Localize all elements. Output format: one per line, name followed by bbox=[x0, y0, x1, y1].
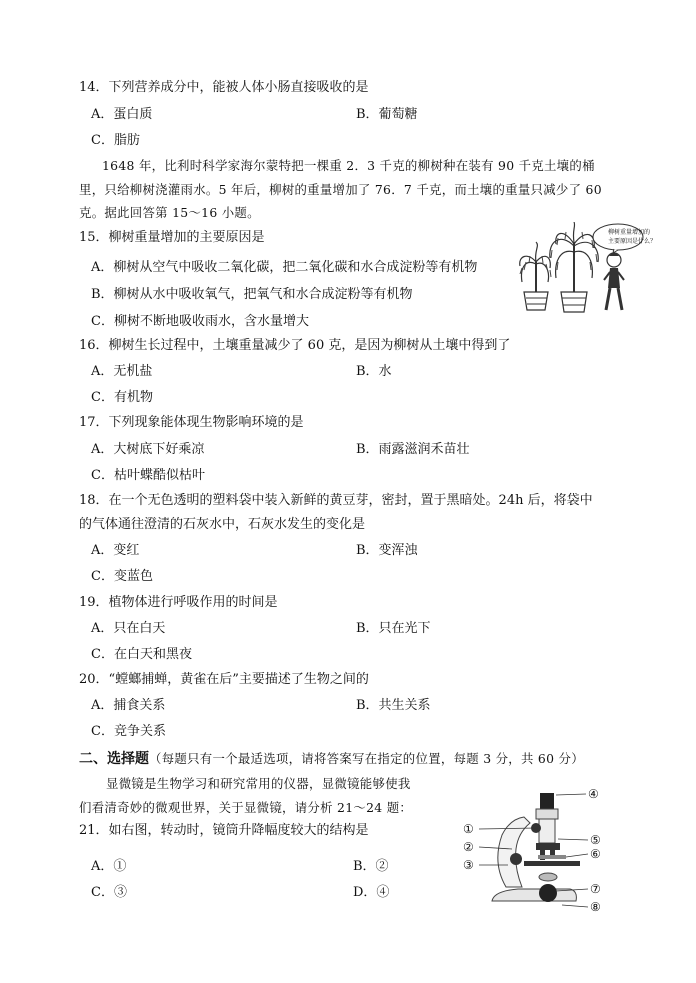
passage1-line3: 克。据此回答第 15～16 小题。 bbox=[79, 205, 260, 220]
passage2-line1: 显微镜是生物学习和研究常用的仪器，显微镜能够使我 bbox=[106, 776, 411, 791]
q20-option-c[interactable]: C．竞争关系 bbox=[91, 724, 166, 739]
passage2-line2: 们看清奇妙的微观世界，关于显微镜，请分析 21～24 题： bbox=[79, 800, 413, 815]
q16-stem: 16．柳树生长过程中，土壤重量减少了 60 克，是因为柳树从土壤中得到了 bbox=[79, 338, 511, 353]
q15-option-b[interactable]: B．柳树从水中吸收氧气，把氧气和水合成淀粉等有机物 bbox=[91, 287, 413, 302]
q15-stem: 15．柳树重量增加的主要原因是 bbox=[79, 230, 265, 245]
q15-option-c[interactable]: C．柳树不断地吸收雨水，含水量增大 bbox=[91, 314, 309, 329]
willow-bubble-line1: 柳树重量增加的 bbox=[608, 229, 651, 236]
q21-option-b[interactable]: B．② bbox=[353, 859, 389, 874]
microscope-label-5: ⑤ bbox=[590, 833, 601, 847]
q19-option-c[interactable]: C．在白天和黑夜 bbox=[91, 647, 192, 662]
microscope-label-7: ⑦ bbox=[590, 882, 601, 896]
q21-option-a[interactable]: A．① bbox=[91, 859, 127, 874]
passage1-line1: 1648 年，比利时科学家海尔蒙特把一棵重 2．3 千克的柳树种在装有 90 千克土壤的桶 bbox=[102, 158, 595, 173]
microscope-label-6: ⑥ bbox=[590, 847, 601, 861]
q17-option-b[interactable]: B．雨露滋润禾苗壮 bbox=[356, 442, 470, 457]
section2-note: （每题只有一个最适选项，请将答案写在指定的位置，每题 3 分，共 60 分） bbox=[149, 751, 584, 766]
q16-option-a[interactable]: A．无机盐 bbox=[91, 364, 153, 379]
q18-stem-line2: 的气体通往澄清的石灰水中，石灰水发生的变化是 bbox=[79, 517, 366, 532]
person-figure-icon bbox=[604, 253, 624, 310]
microscope-label-4: ④ bbox=[588, 787, 599, 801]
q17-option-a[interactable]: A．大树底下好乘凉 bbox=[91, 442, 205, 457]
microscope-label-2: ② bbox=[463, 840, 474, 854]
q20-stem: 20．“螳螂捕蝉，黄雀在后”主要描述了生物之间的 bbox=[79, 672, 369, 687]
q14-option-c[interactable]: C．脂肪 bbox=[91, 133, 140, 148]
q18-option-b[interactable]: B．变浑浊 bbox=[356, 543, 418, 558]
q19-option-a[interactable]: A．只在白天 bbox=[91, 621, 166, 636]
section2-heading-row bbox=[79, 750, 584, 769]
q21-option-d[interactable]: D．④ bbox=[353, 885, 390, 900]
q15-option-a[interactable]: A．柳树从空气中吸收二氧化碳，把二氧化碳和水合成淀粉等有机物 bbox=[91, 260, 478, 275]
microscope-label-8: ⑧ bbox=[590, 900, 601, 914]
q19-stem: 19．植物体进行呼吸作用的时间是 bbox=[79, 595, 278, 610]
q21-stem: 21．如右图，转动时，镜筒升降幅度较大的结构是 bbox=[79, 823, 369, 838]
q16-option-b[interactable]: B．水 bbox=[356, 364, 392, 379]
q20-option-a[interactable]: A．捕食关系 bbox=[91, 698, 166, 713]
q21-option-c[interactable]: C．③ bbox=[91, 885, 127, 900]
microscope-illustration bbox=[458, 783, 608, 917]
willow-tree-left-icon bbox=[520, 242, 551, 310]
q20-option-b[interactable]: B．共生关系 bbox=[356, 698, 431, 713]
q16-option-c[interactable]: C．有机物 bbox=[91, 390, 153, 405]
section2-heading: 二、选择题 bbox=[79, 751, 149, 767]
q19-option-b[interactable]: B．只在光下 bbox=[356, 621, 431, 636]
q14-option-a[interactable]: A．蛋白质 bbox=[91, 107, 153, 122]
willow-bubble-line2: 主要原因是什么？ bbox=[608, 238, 657, 245]
microscope-label-3: ③ bbox=[463, 858, 474, 872]
q17-stem: 17．下列现象能体现生物影响环境的是 bbox=[79, 415, 304, 430]
q18-option-a[interactable]: A．变红 bbox=[91, 543, 140, 558]
willow-tree-right-icon bbox=[550, 222, 598, 312]
q14-stem: 14．下列营养成分中，能被人体小肠直接吸收的是 bbox=[79, 80, 369, 95]
q14-option-b[interactable]: B．葡萄糖 bbox=[356, 107, 418, 122]
passage1-line2: 里，只给柳树浇灌雨水。5 年后，柳树的重量增加了 76．7 千克，而土壤的重量只减少了 60 bbox=[79, 182, 602, 197]
q18-stem-line1: 18．在一个无色透明的塑料袋中装入新鲜的黄豆芽，密封，置于黑暗处。24h 后，将袋中 bbox=[79, 493, 593, 508]
microscope-icon bbox=[492, 793, 580, 902]
q18-option-c[interactable]: C．变蓝色 bbox=[91, 569, 153, 584]
q17-option-c[interactable]: C．枯叶蝶酷似枯叶 bbox=[91, 468, 205, 483]
microscope-label-1: ① bbox=[463, 822, 474, 836]
